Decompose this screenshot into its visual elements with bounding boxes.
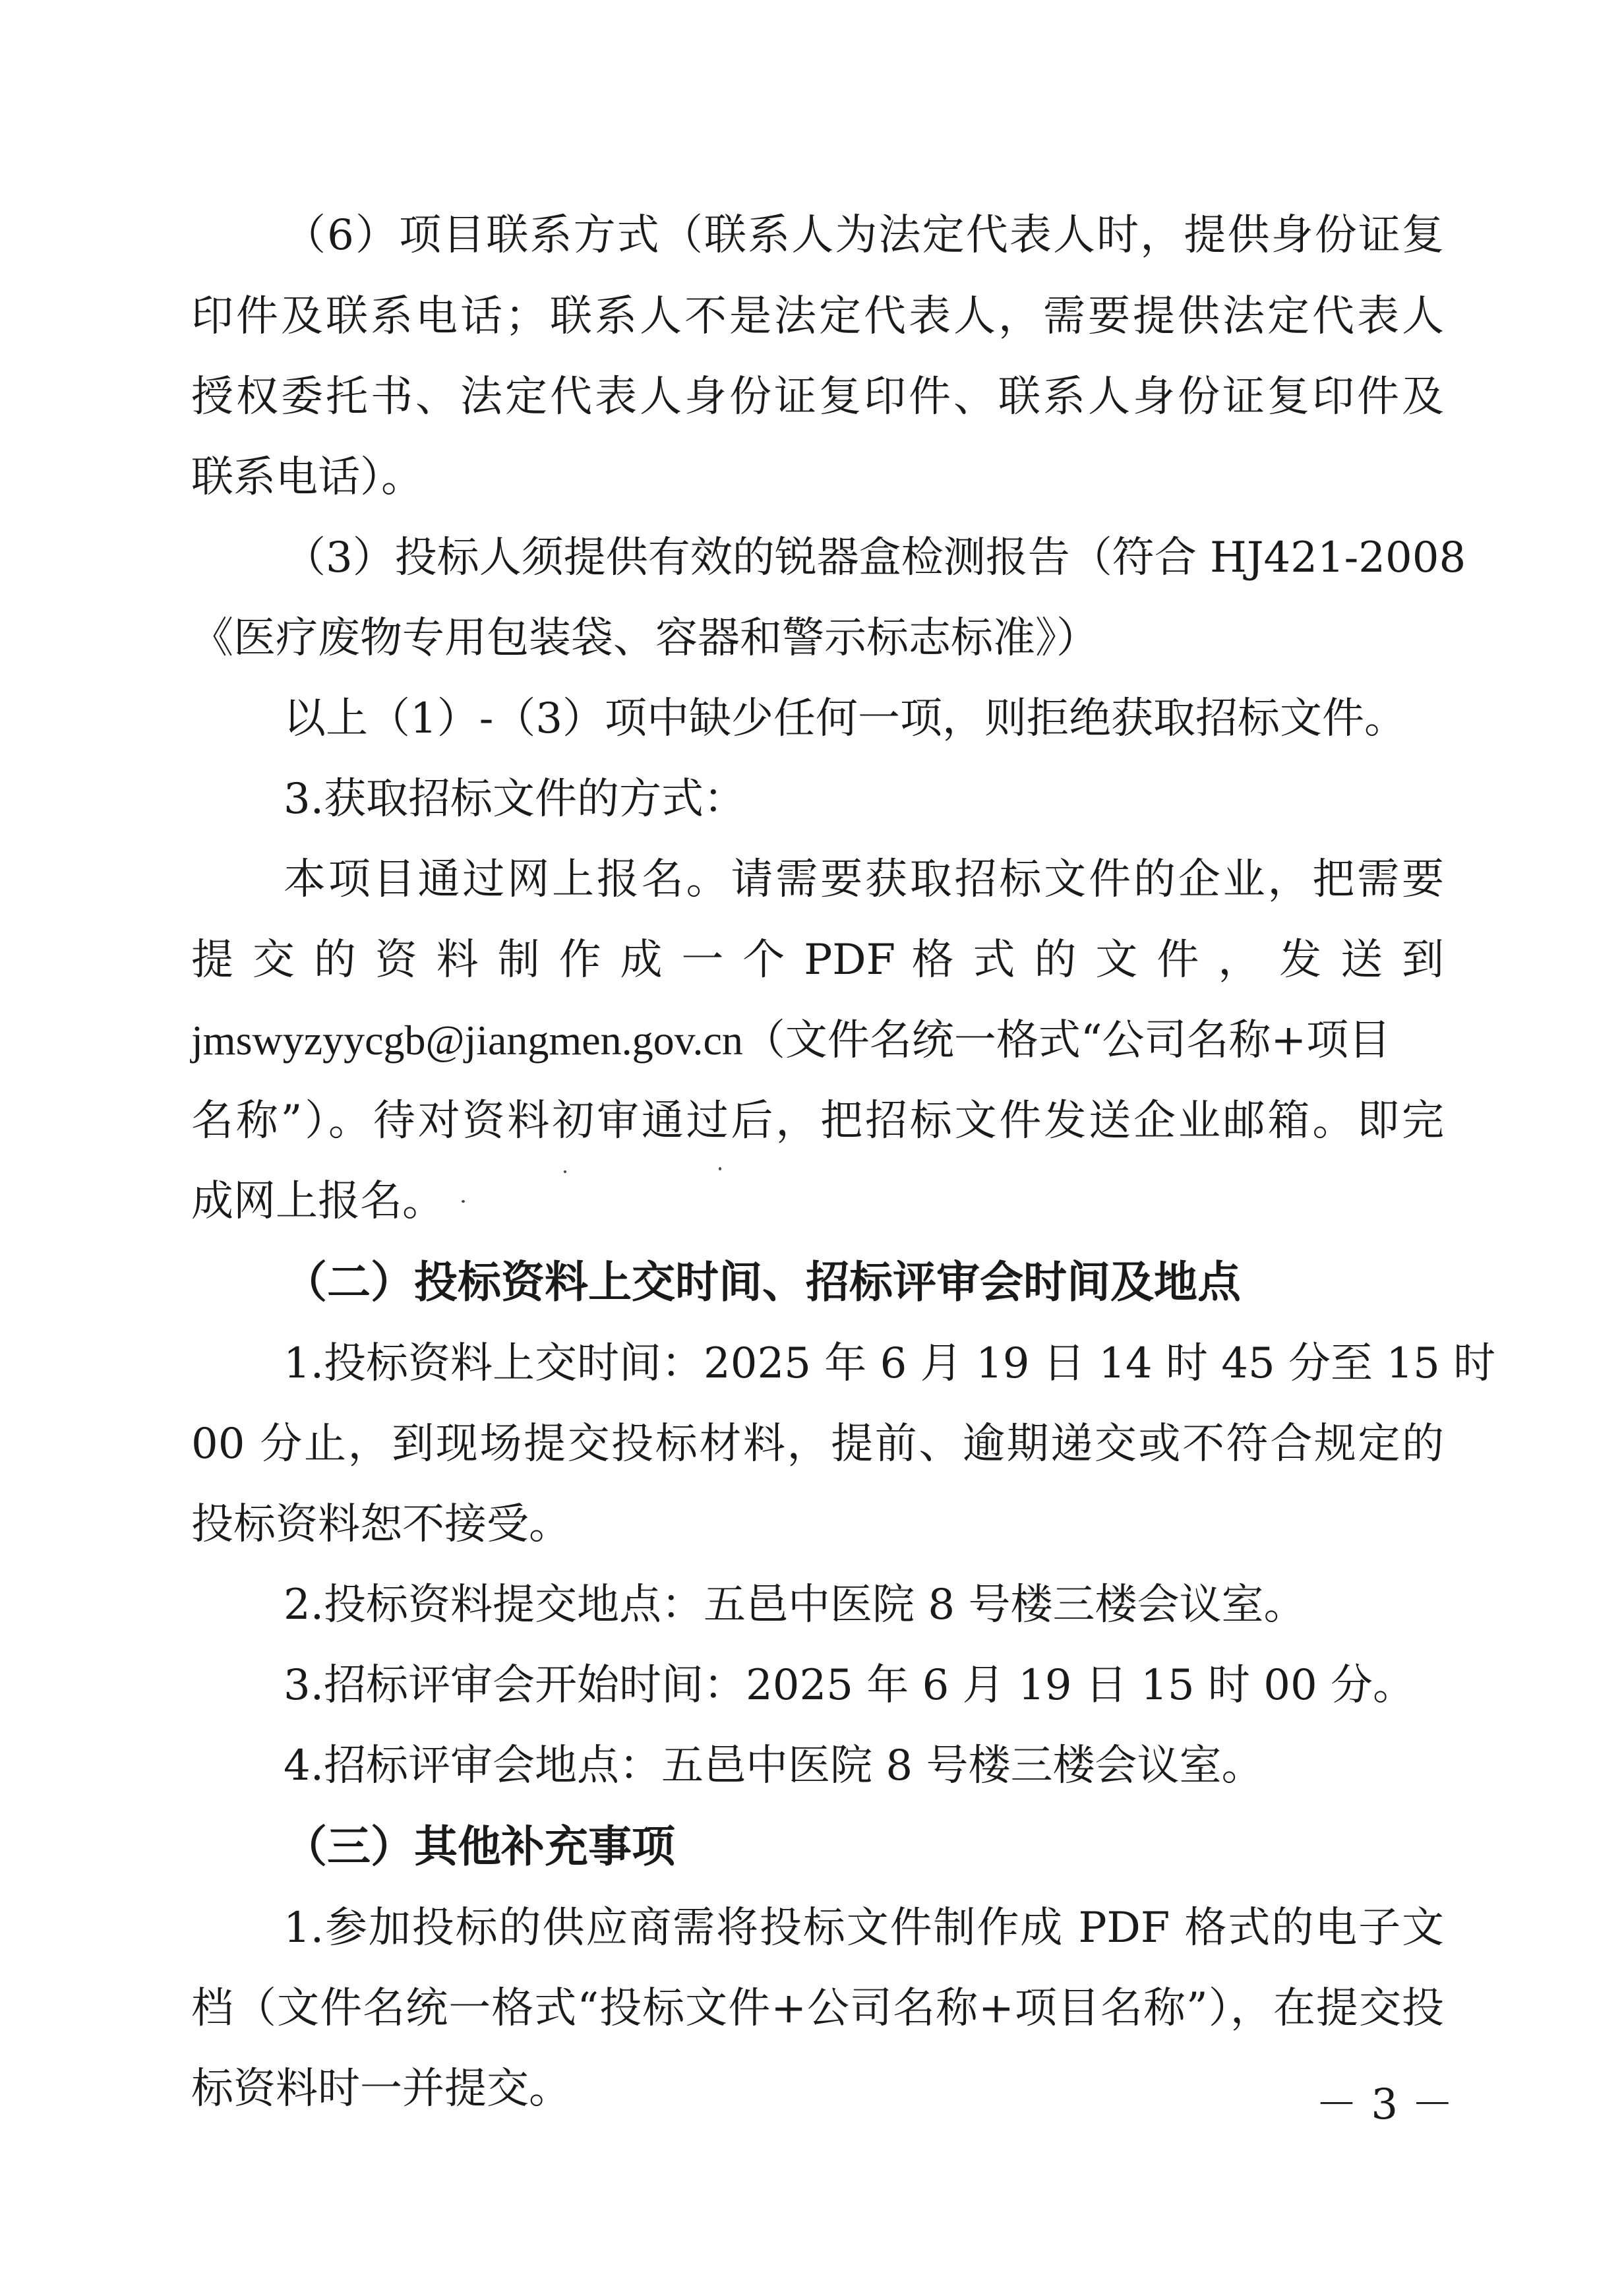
paragraph-review-location: 4.招标评审会地点：五邑中医院 8 号楼三楼会议室。 (284, 1741, 1264, 1790)
paragraph-other-line-3: 标资料时一并提交。 (191, 2065, 571, 2113)
paragraph-online-line-2: 提 交 的 资 料 制 作 成 一 个 PDF 格 式 的 文 件 ， 发 送 到 (191, 936, 1444, 984)
scan-speck (564, 1170, 566, 1173)
paragraph-report-line-2: 《医疗废物专用包装袋、容器和警示标志标准》） (191, 614, 1098, 663)
paragraph-contact-line-2: 印件及联系电话；联系人不是法定代表人，需要提供法定代表人 (191, 292, 1444, 341)
paragraph-submit-time-line-3: 投标资料恕不接受。 (191, 1500, 571, 1549)
paragraph-report-line-1: （3）投标人须提供有效的锐器盒检测报告（符合 HJ421-2008 (284, 533, 1466, 582)
paragraph-submit-location: 2.投标资料提交地点：五邑中医院 8 号楼三楼会议室。 (284, 1581, 1306, 1629)
paragraph-contact-line-3: 授权委托书、法定代表人身份证复印件、联系人身份证复印件及 (191, 373, 1444, 421)
email-address: jmswyzyycgb@jiangmen.gov.cn (191, 1017, 743, 1064)
paragraph-online-line-4: 名称”）。待对资料初审通过后，把招标文件发送企业邮箱。即完 (191, 1097, 1444, 1145)
paragraph-submit-time-line-1: 1.投标资料上交时间：2025 年 6 月 19 日 14 时 45 分至 15 时 (284, 1339, 1496, 1388)
scan-speck (719, 1167, 721, 1170)
paragraph-review-time: 3.招标评审会开始时间：2025 年 6 月 19 日 15 时 00 分。 (284, 1661, 1416, 1710)
paragraph-online-line-1: 本项目通过网上报名。请需要获取招标文件的企业，把需要 (284, 855, 1444, 904)
paragraph-other-line-2: 档（文件名统一格式“投标文件+公司名称+项目名称”），在提交投 (191, 1984, 1444, 2033)
paragraph-online-line-5: 成网上报名。 (191, 1177, 444, 1226)
section-heading-submission: （二）投标资料上交时间、招标评审会时间及地点 (284, 1257, 1241, 1308)
paragraph-reject-note: 以上（1）-（3）项中缺少任何一项，则拒绝获取招标文件。 (284, 694, 1407, 743)
section-obtain-title: 3.获取招标文件的方式： (284, 775, 746, 824)
paragraph-contact-line-1: （6）项目联系方式（联系人为法定代表人时，提供身份证复 (284, 211, 1444, 260)
paragraph-submit-time-line-2: 00 分止，到现场提交投标材料，提前、逾期递交或不符合规定的 (191, 1420, 1444, 1468)
page-number: － 3 － (1315, 2080, 1454, 2129)
scan-speck (462, 1200, 465, 1203)
paragraph-other-line-1: 1.参加投标的供应商需将投标文件制作成 PDF 格式的电子文 (284, 1904, 1444, 1952)
section-heading-other: （三）其他补充事项 (284, 1821, 675, 1872)
paragraph-online-line-3 (191, 1016, 1444, 1065)
paragraph-contact-line-4: 联系电话）。 (191, 453, 423, 502)
paragraph-online-line-3-rest: （文件名统一格式“公司名称+项目 (742, 1016, 1391, 1065)
